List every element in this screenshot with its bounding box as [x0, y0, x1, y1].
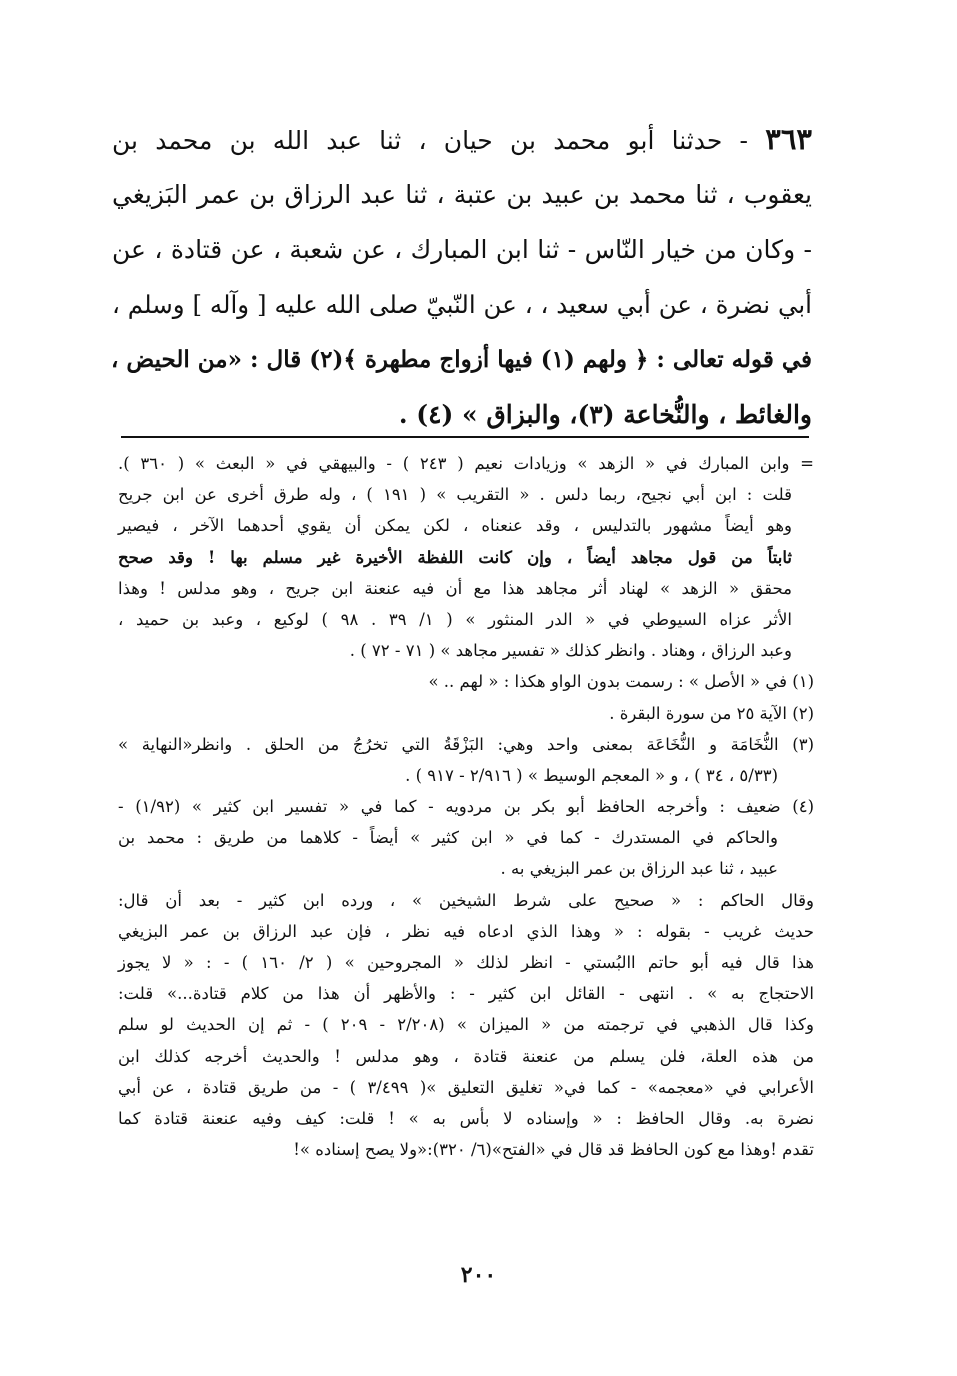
footnote-line: وعبد الرزاق ، وهناد . وانظر كذلك « تفسير مجاهد » ( ٧١ - ٧٢ ) .: [349, 641, 792, 661]
footnote-line: عبيد ، ثنا عبد الرزاق بن عمر البزيغي به .: [500, 859, 778, 879]
footnote-line: قلت : ابن أبي نجيح، ربما دلس . « التقريب » ( ١٩١ ) ، وله طرق أخرى عن ابن جريح: [118, 485, 792, 505]
hadith-text: [112, 112, 812, 442]
footnote-line: (١) في « الأصل » : رسمت بدون الواو هكذا : « لهم .. »: [428, 672, 814, 692]
footnote-line: الاحتجاج به » . انتهى - القائل ابن كثير - : والأظهر أن هذا من كلام قتادة...» قلت:: [118, 984, 814, 1004]
footnote-divider: [121, 436, 809, 438]
footnote-line: وهو أيضاً مشهور بالتدليس ، وقد عنعناه ، لكن يمكن أن يقوي أحدهما الآخر ، فيصير: [118, 516, 792, 536]
footnotes: [118, 448, 814, 1165]
footnote-line: الأعرابي في «معجمه» - كما في« تغليق التعليق »( ٣/٤٩٩ ) - من طريق قتادة ، عن أبي: [118, 1077, 814, 1097]
page-number: ٢٠٠: [460, 1262, 497, 1288]
footnote-line: الأثر عزاه السيوطي في « الدر المنثور » ( ١/ ٣٩ . ٩٨ ) لوكيع ، وعبد بن حميد ،: [118, 609, 792, 629]
hadith-line: يعقوب ، ثنا محمد بن عبيد بن عتبة ، ثنا عبد الرزاق بن عمر البَزيغي: [112, 180, 812, 209]
footnote-line: محقق « الزهد » لهناد أثر مجاهد هذا مع أن فيه عنعنة ابن جريح ، وهو مدلس ! وهذا: [118, 578, 792, 598]
footnote-line: (٢) الآية ٢٥ من سورة البقرة .: [609, 703, 814, 723]
footnote-line: حديث غريب - بقوله : « وهذا الذي ادعاه فيه نظر ، فإن عبد الرزاق بن عمر البزيغي: [118, 921, 814, 941]
footnote-line: = وابن المبارك في « الزهد » وزيادات نعيم ( ٢٤٣ ) - والبيهقي في « البعث » ( ٣٦٠ ).: [118, 454, 814, 473]
footnote-line: وقال الحاكم : « صحيح على شرط الشيخين » ، ورده ابن كثير - بعد أن قال:: [118, 890, 814, 910]
footnote-line: ثابتاً من قول مجاهد أيضاً ، وإن كانت اللفظة الأخيرة غير مسلم بها ! وقد صحح: [118, 547, 792, 567]
hadith-line-text: - حدثنا أبو محمد بن حيان ، ثنا عبد الله بن محمد بن: [112, 126, 749, 155]
footnote-line: (٥/٣٣ ، ٣٤ ) ، و « المعجم الوسيط » ( ٢/٩١٦ - ٩١٧ ) .: [405, 765, 778, 785]
footnote-line: (٣) النُّخَامَة و النُّخَاعَة بمعنى واحد وهي: البَزْقَةُ التي تخرُجُ من الحلق . وانظر«النهاية »: [118, 734, 814, 754]
footnote-line: تقدم !وهذا مع كون الحافظ قد قال في «الفتح»(٦/ ٣٢٠):«ولا يصح إسناده »!: [293, 1140, 814, 1160]
footnote-line: وكذا قال الذهبي في ترجمته من « الميزان » (٢/٢٠٨ - ٢٠٩ ) - ثم إن الحديث لو سلم: [118, 1015, 814, 1035]
footnote-line: نضرة به. وقال الحافظ : « وإسناده لا بأس به » ! قلت: كيف وفيه عنعنة قتادة كما: [118, 1108, 814, 1128]
hadith-line: في قوله تعالى : ﴿ ولهم (١) فيها أزواج مطهرة ﴾(٢) قال : «من الحيض ،: [110, 346, 812, 373]
hadith-line: والغائط ، والنُّخاعة (٣)، والبزاق » (٤) .: [398, 400, 812, 429]
footnote-line: هذا قال فيه أبو حاتم االبُستي - انظر لذلك « المجروحين » ( ٢/ ١٦٠ ) - : « لا يجوز: [118, 953, 814, 972]
footnote-line: (٤) ضعيف : وأخرجه الحافظ أبو بكر بن مردويه - كما في « تفسير ابن كثير » (١/٩٢) -: [118, 797, 814, 817]
hadith-line: أبي نضرة ، عن أبي سعيد ، ، عن النّبيّ صلى الله عليه [ وآله ] وسلم ،: [112, 290, 812, 319]
hadith-line: - وكان من خيار النّاس - ثنا ابن المبارك ، عن شعبة ، عن قتادة ، عن: [112, 235, 812, 264]
footnote-line: والحاكم في المستدرك - كما في « ابن كثير » أيضاً - كلاهما من طريق : محمد بن: [118, 828, 778, 848]
footnote-line: من هذه العلة، فلن يسلم من عنعنة قتادة ، وهو مدلس ! والحديث أخرجه كذلك ابن: [118, 1046, 814, 1066]
hadith-number: ٣٦٣: [765, 122, 812, 156]
hadith-line: [112, 112, 812, 167]
